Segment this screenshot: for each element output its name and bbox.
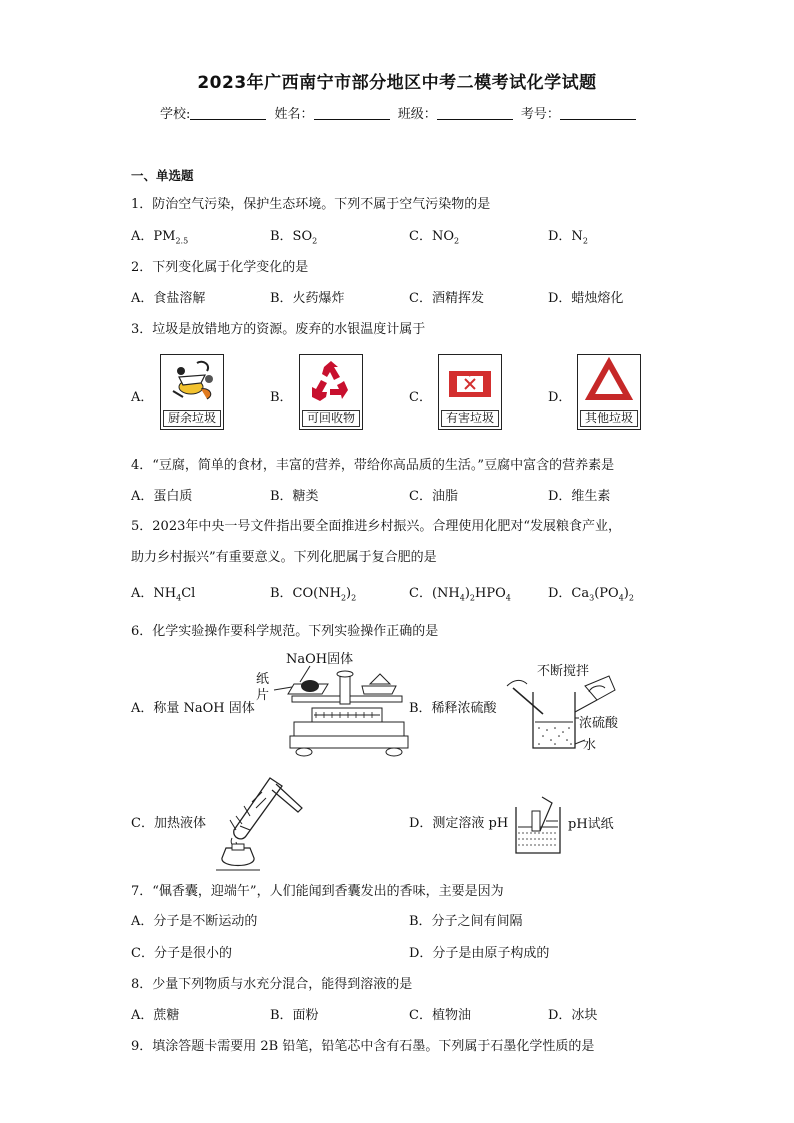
name-label: 姓名： (274, 107, 314, 122)
test-tube-heating-icon (206, 772, 306, 874)
kitchen-waste-bin (160, 354, 224, 430)
class-blank (437, 105, 513, 120)
paper-label-2: 片 (256, 688, 270, 703)
q7-option-a: A．分子是不断运动的 (131, 914, 258, 929)
q2-option-c: C．酒精挥发 (409, 291, 484, 306)
other-waste-bin (577, 354, 641, 430)
recyclable-bin (299, 354, 363, 430)
q8-option-c: C．植物油 (409, 1008, 471, 1023)
dilution-figure (505, 656, 625, 756)
recycle-icon (300, 357, 362, 409)
q5-option-b: B．$CO(NH_2)_2$ (270, 586, 357, 603)
q8-stem: 8．少量下列物质与水充分混合，能得到溶液的是 (131, 977, 413, 992)
ph-beaker-icon (512, 795, 568, 857)
q1-option-c: C．$NO_2$ (409, 229, 460, 246)
q6-option-d: D．测定溶液 pH (409, 816, 509, 831)
kitchen-waste-label: 厨余垃圾 (163, 410, 221, 427)
hazardous-waste-bin (438, 354, 502, 430)
q1-option-d: D．$N_2$ (548, 229, 588, 246)
hazardous-label: 有害垃圾 (441, 410, 499, 427)
q3-option-a: A． (131, 390, 154, 405)
q7-stem: 7．“佩香囊，迎端午”，人们能闻到香囊发出的香味，主要是因为 (131, 884, 504, 899)
q5-stem-line2: 助力乡村振兴”有重要意义。下列化肥属于复合肥的是 (131, 550, 437, 565)
stir-label: 不断搅拌 (537, 664, 590, 679)
name-blank (314, 105, 390, 120)
q5-stem-line1: 5．2023年中央一号文件指出要全面推进乡村振兴。合理使用化肥对“发展粮食产业， (131, 519, 622, 534)
q3-stem: 3．垃圾是放错地方的资源。废弃的水银温度计属于 (131, 322, 426, 337)
q4-option-d: D．维生素 (548, 489, 611, 504)
other-waste-label: 其他垃圾 (580, 410, 638, 427)
school-blank (190, 105, 266, 120)
acid-label: 浓硫酸 (579, 716, 619, 731)
q5-option-c: C．$(NH_4)_2HPO_4$ (409, 586, 511, 603)
number-blank (560, 105, 636, 120)
balance-icon (252, 648, 412, 760)
hazardous-icon (439, 357, 501, 409)
q6-option-a: A．称量 NaOH 固体 (131, 701, 255, 716)
q3-option-b: B． (270, 390, 293, 405)
section-heading: 一、单选题 (131, 168, 194, 183)
q4-option-b: B．糖类 (270, 489, 319, 504)
q8-option-a: A．蔗糖 (131, 1008, 180, 1023)
q6-stem: 6．化学实验操作要科学规范。下列实验操作正确的是 (131, 624, 439, 639)
q7-option-c: C．分子是很小的 (131, 946, 232, 961)
student-info-line (160, 103, 640, 122)
q2-option-d: D．蜡烛熔化 (548, 291, 624, 306)
q5-option-d: D．$Ca_3(PO_4)_2$ (548, 586, 634, 603)
q7-option-b: B．分子之间有间隔 (409, 914, 523, 929)
q2-option-b: B．火药爆炸 (270, 291, 345, 306)
q5-option-a: A．$NH_4Cl$ (131, 586, 196, 603)
heating-figure (206, 772, 306, 874)
q9-stem: 9．填涂答题卡需要用 2B 铅笔，铅笔芯中含有石墨。下列属于石墨化学性质的是 (131, 1039, 595, 1054)
q1-option-b: B．$SO_2$ (270, 229, 318, 246)
balance-figure (252, 648, 412, 760)
q7-option-d: D．分子是由原子构成的 (409, 946, 550, 961)
q4-option-c: C．油脂 (409, 489, 458, 504)
naoh-label: NaOH固体 (286, 652, 354, 667)
q4-stem: 4．“豆腐，简单的食材，丰富的营养，带给你高品质的生活。”豆腐中富含的营养素是 (131, 458, 615, 473)
food-waste-icon (161, 357, 223, 409)
ph-test-figure (512, 795, 622, 857)
q3-option-c: C． (409, 390, 432, 405)
q3-option-d: D． (548, 390, 572, 405)
class-label: 班级： (397, 107, 437, 122)
q2-stem: 2．下列变化属于化学变化的是 (131, 260, 309, 275)
q6-option-c: C．加热液体 (131, 816, 206, 831)
q8-option-b: B．面粉 (270, 1008, 319, 1023)
page-title: 2023年广西南宁市部分地区中考二模考试化学试题 (197, 73, 597, 93)
q4-option-a: A．蛋白质 (131, 489, 193, 504)
number-label: 考号： (520, 107, 560, 122)
q6-option-b: B．稀释浓硫酸 (409, 701, 497, 716)
school-label: 学校: (160, 107, 191, 122)
beaker-dilution-icon (505, 656, 625, 756)
q1-option-a: A．$PM_{2.5}$ (131, 229, 189, 246)
water-label: 水 (583, 738, 597, 753)
q2-option-a: A．食盐溶解 (131, 291, 206, 306)
recyclable-label: 可回收物 (302, 410, 360, 427)
q8-option-d: D．冰块 (548, 1008, 598, 1023)
q1-stem: 1．防治空气污染，保护生态环境。下列不属于空气污染物的是 (131, 197, 491, 212)
paper-label-1: 纸 (256, 672, 270, 687)
ph-paper-label: pH试纸 (568, 817, 614, 832)
other-waste-icon (578, 357, 640, 409)
